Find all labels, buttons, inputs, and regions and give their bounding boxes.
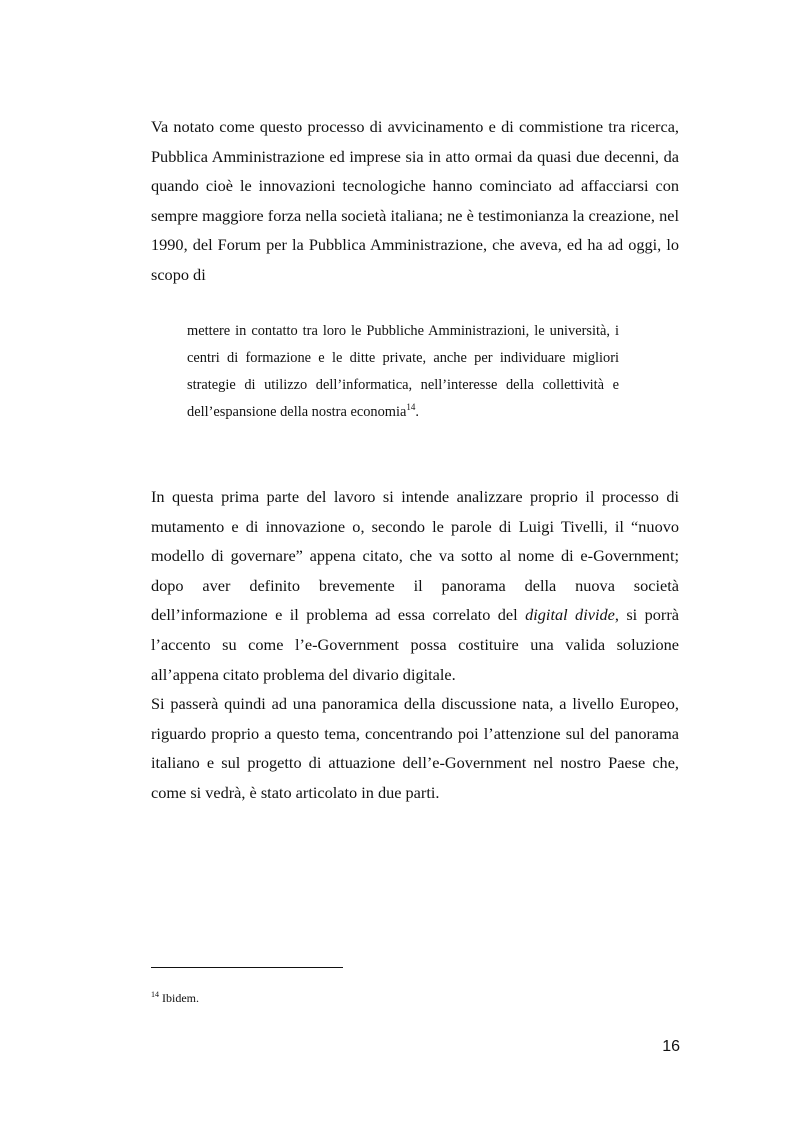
page-number: 16	[662, 1038, 680, 1055]
paragraph-1-text: Va notato come questo processo di avvicinamento e di commistione tra ricerca, Pubblica Amministrazione ed imprese sia in atto ormai da quasi due decenni, da quando cioè le innovazioni tecnologiche hanno cominciato ad affacciarsi con sempre maggiore forza nella società italiana; ne è testimonianza la creazione, nel 1990, del Forum per la Pubblica Amministrazione, che aveva, ed ha ad oggi, lo scopo di	[151, 117, 679, 284]
footnote-reference[interactable]: 14	[406, 402, 416, 413]
body-paragraphs-2-3	[151, 482, 679, 808]
body-paragraph-3: Si passerà quindi ad una panoramica della discussione nata, a livello Europeo, riguardo proprio a questo tema, concentrando poi l’attenzione sul del panorama italiano e sul progetto di attuazione dell’e-Government nel nostro Paese che, come si vedrà, è stato articolato in due parti.	[151, 694, 679, 802]
footnote-text: Ibidem.	[159, 991, 199, 1005]
quote-end: .	[415, 404, 419, 420]
paragraph-2-text-end: , si porrà l’accento su come l’e-Government possa costituire una valida soluzione all’appena citato problema del divario digitale.	[151, 605, 679, 684]
quote-text: mettere in contatto tra loro le Pubbliche Amministrazioni, le università, i centri di formazione e le ditte private, anche per individuare migliori strategie di utilizzo dell’informatica, nell’interesse della collettività e dell’espansione della nostra economia	[187, 323, 619, 420]
paragraph-2-text-start: In questa prima parte del lavoro si intende analizzare proprio il processo di mutamento e di innovazione o, secondo le parole di Luigi Tivelli, il “nuovo modello di governare” appena citato, che va sotto al nome di e-Government; dopo aver definito brevemente il panorama della nuova società dell’informazione e il problema ad essa correlato del	[151, 487, 679, 625]
body-paragraph-2	[151, 482, 679, 689]
body-paragraph-1	[151, 112, 679, 290]
block-quote	[187, 318, 619, 426]
footnote-separator	[151, 967, 343, 968]
footnote-number: 14	[151, 990, 159, 999]
footnote	[151, 990, 199, 1006]
paragraph-2-italic-term: digital divide	[525, 605, 615, 625]
